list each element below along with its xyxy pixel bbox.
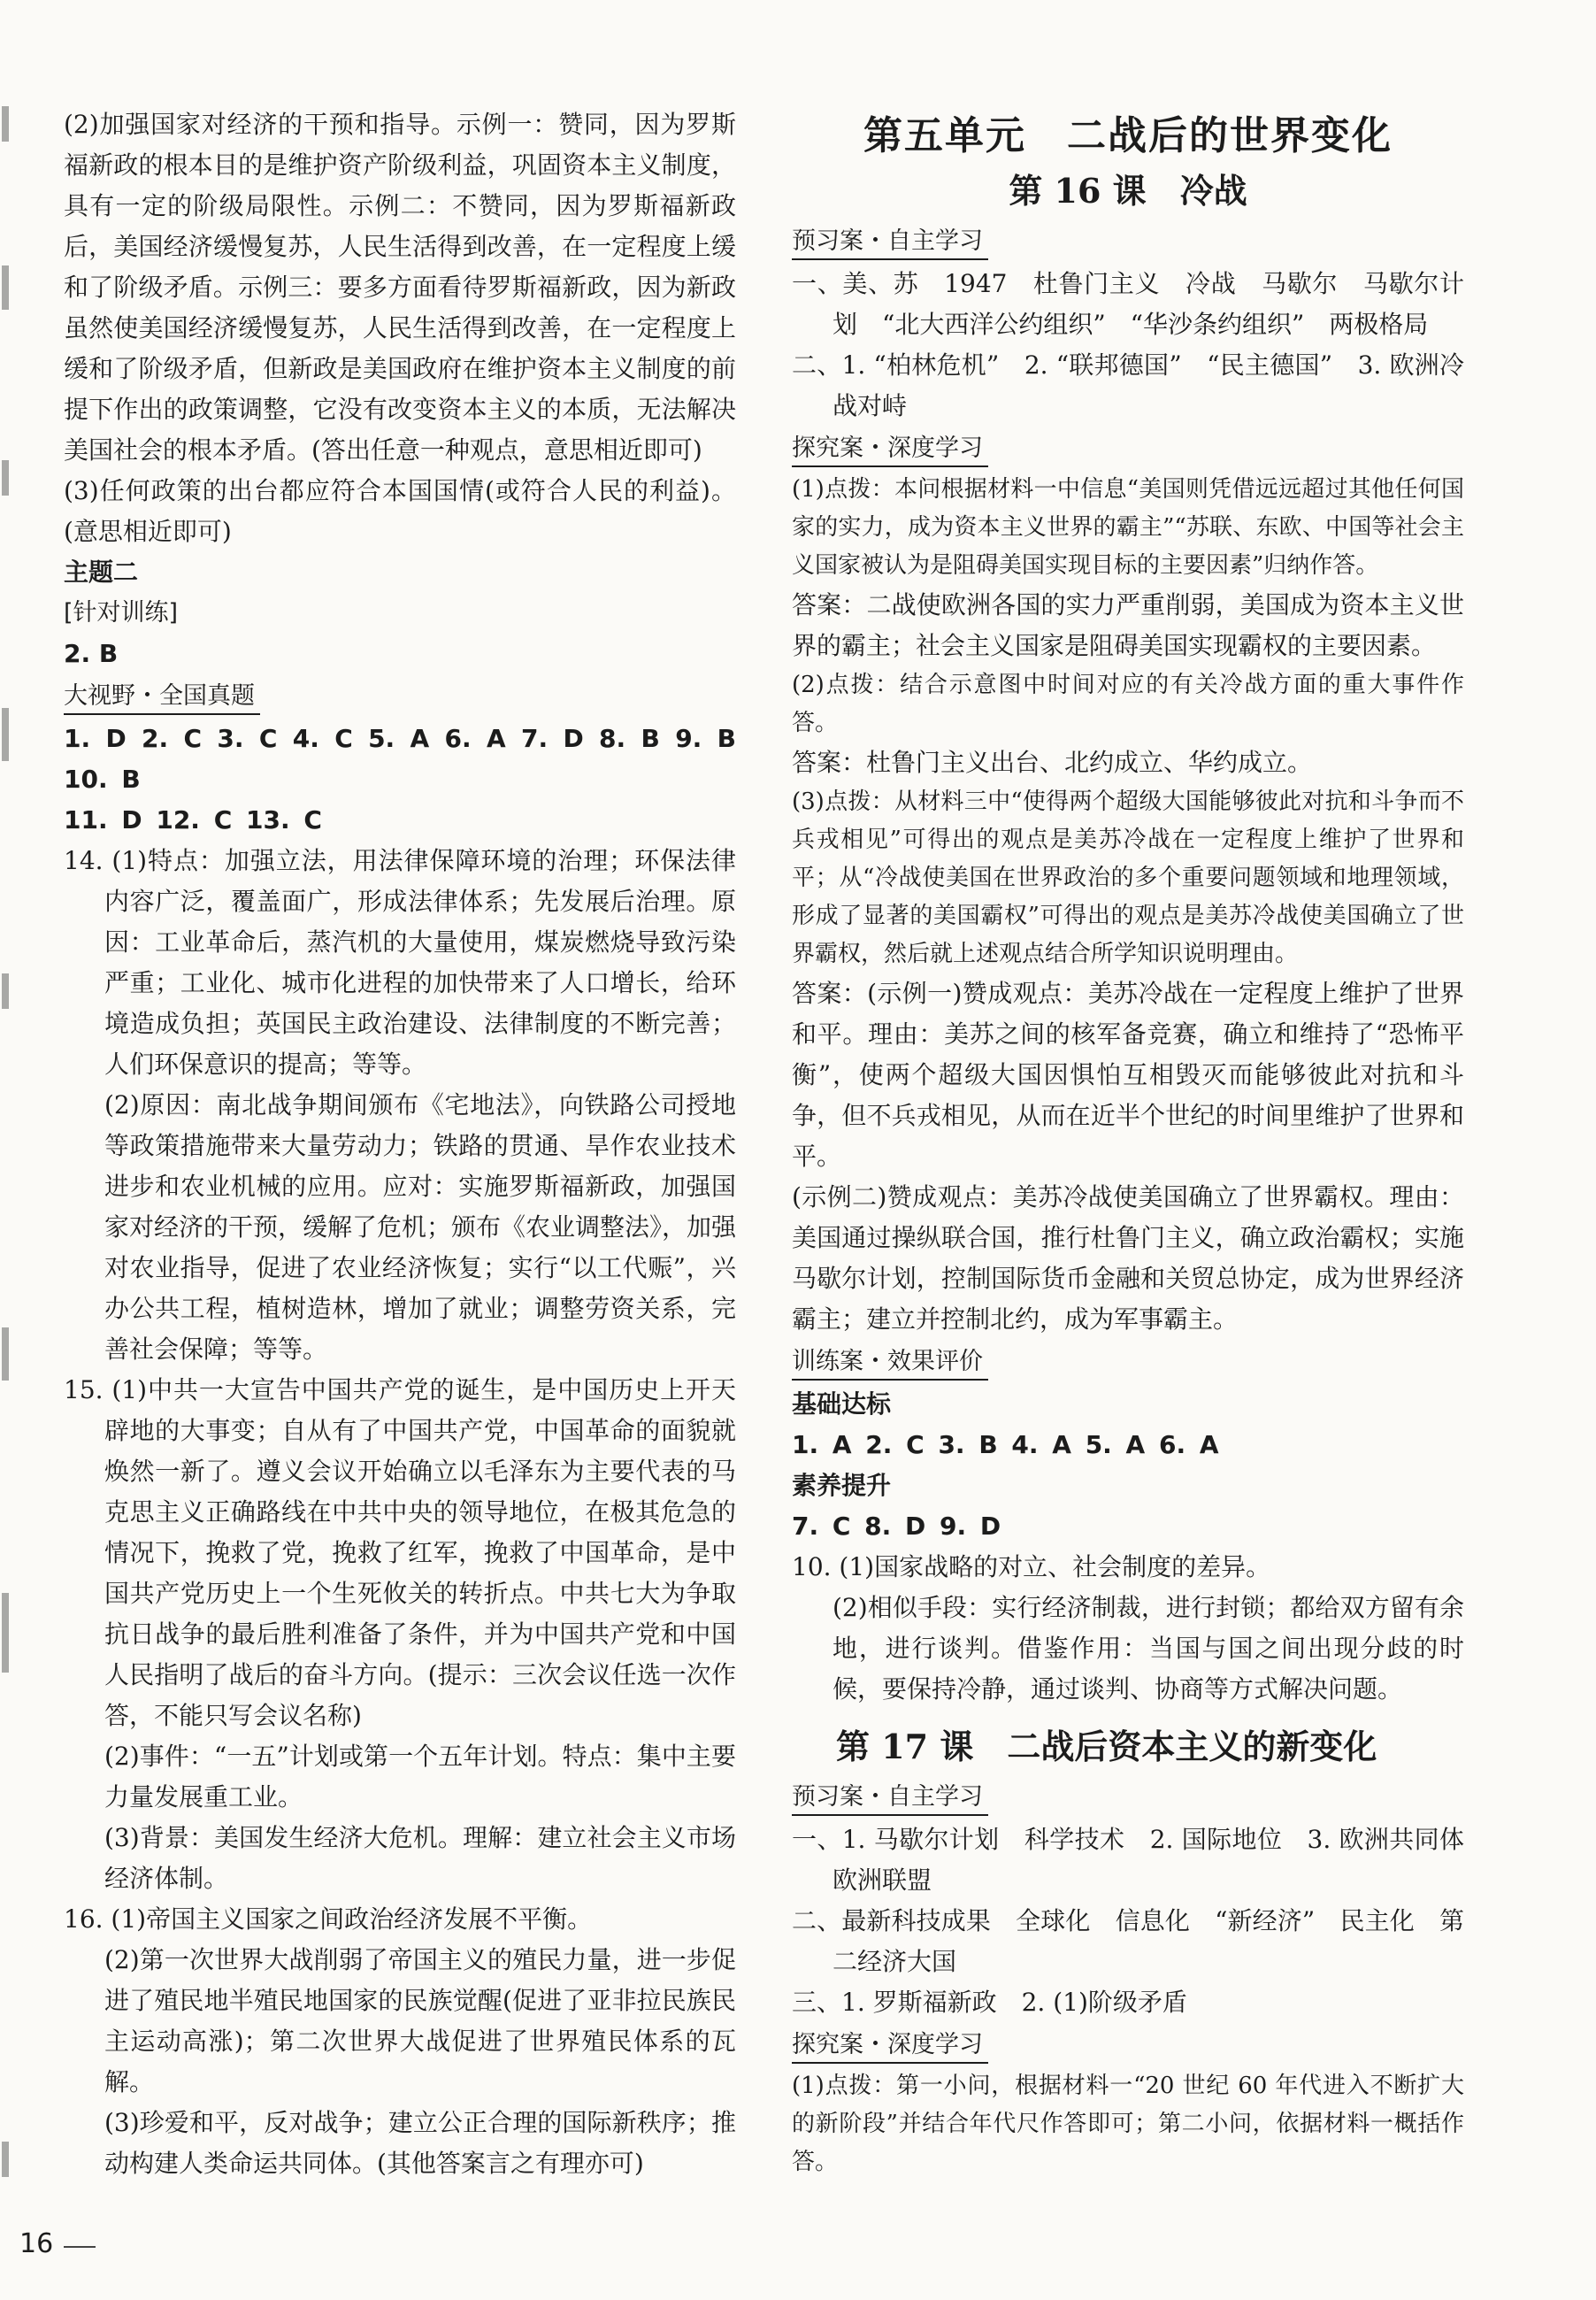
question-16-part-1: 16. (1)帝国主义国家之间政治经济发展不平衡。 xyxy=(64,1904,593,1934)
lesson-17-title: 第 17 课 二战后资本主义的新变化 xyxy=(836,1727,1377,1766)
question-14-part-2: (2)原因：南北战争期间颁布《宅地法》，向铁路公司授地等政策措施带来大量劳动力；铁路的贯通、旱作农业技术进步和农业机械的应用。应对：实施罗斯福新政，加强国家对经济的干预，缓解了危机；颁布《农业调整法》，加强对农业指导，促进了农业经济恢复；实行“以工代赈”，兴办公共工程，植树造林，增加了就业；调整劳资关系，完善社会保障；等等。 xyxy=(104,1090,737,1364)
question-10-part-1: 10. (1)国家战略的对立、社会制度的差异。 xyxy=(792,1552,1271,1581)
right-column xyxy=(792,108,1490,2181)
lesson-16-preview-1: 一、美、苏 1947 杜鲁门主义 冷战 马歇尔 马歇尔计划 “北大西洋公约组织” “华沙条约组织” 两极格局 xyxy=(792,269,1464,339)
page-edge-binding xyxy=(0,0,12,2300)
lesson-16-explore-1-hint: (1)点拨：本问根据材料一中信息“美国则凭借远远超过其他任何国家的实力，成为资本主义世界的霸主”“苏联、东欧、中国等社会主义国家被认为是阻碍美国实现目标的主要因素”归纳作答。 xyxy=(792,476,1464,579)
lesson-16-explore-3-answer-2: (示例二)赞成观点：美苏冷战使美国确立了世界霸权。理由：美国通过操纵联合国，推行杜鲁门主义，确立政治霸权；实施马歇尔计划，控制国际货币金融和关贸总协定，成为世界经济霸主；建立并控制北约，成为军事霸主。 xyxy=(792,1182,1464,1334)
section-explore: 探究案・深度学习 xyxy=(792,432,988,467)
basic-answers: 1. A 2. C 3. B 4. A 5. A 6. A xyxy=(792,1430,1219,1459)
question-10-part-2: (2)相似手段：实行经济制裁，进行封锁；都给双方留有余地，进行谈判。借鉴作用：当国与国之间出现分歧的时候，要保持冷静，通过谈判、协商等方式解决问题。 xyxy=(833,1593,1464,1704)
lesson-17-preview-1: 一、1. 马歇尔计划 科学技术 2. 国际地位 3. 欧洲共同体 欧洲联盟 xyxy=(792,1825,1490,1895)
lesson-17-preview-2: 二、最新科技成果 全球化 信息化 “新经济” 民主化 第二经济大国 xyxy=(792,1906,1464,1976)
question-16-part-3: (3)珍爱和平，反对战争；建立公正合理的国际新秩序；推动构建人类命运共同体。(其他答案言之有理亦可) xyxy=(104,2108,736,2178)
section-training: 训练案・效果评价 xyxy=(792,1345,988,1381)
answer-2: 2. B xyxy=(64,639,119,668)
lesson-16-explore-1-answer: 答案：二战使欧洲各国的实力严重削弱，美国成为资本主义世界的霸主；社会主义国家是阻碍美国实现霸权的主要因素。 xyxy=(792,590,1464,660)
question-15-part-2: (2)事件：“一五”计划或第一个五年计划。特点：集中主要力量发展重工业。 xyxy=(104,1742,736,1812)
left-column xyxy=(64,104,736,2184)
lesson-16-preview-2: 二、1. “柏林危机” 2. “联邦德国” “民主德国” 3. 欧洲冷战对峙 xyxy=(792,350,1464,420)
theme-heading: 主题二 xyxy=(64,558,139,587)
question-14-part-1: 14. (1)特点：加强立法，用法律保障环境的治理；环保法律内容广泛，覆盖面广，形成法律体系；先发展后治理。原因：工业革命后，蒸汽机的大量使用，煤炭燃烧导致污染严重；工业化、城市化进程的加快带来了人口增长，给环境造成负担；英国民主政治建设、法律制度的不断完善；人们环保意识的提高；等等。 xyxy=(64,846,736,1079)
lesson-17-explore-1-hint: (1)点拨：第一小问，根据材料一“20 世纪 60 年代进入不断扩大的新阶段”并结合年代尺作答即可；第二小问，依据材料一概括作答。 xyxy=(792,2073,1464,2175)
page-number: 16 xyxy=(19,2228,54,2259)
improve-heading: 素养提升 xyxy=(792,1471,892,1500)
answers-row-1: 1. D 2. C 3. C 4. C 5. A 6. A 7. D 8. B 9. B 10. B xyxy=(64,724,736,794)
unit-title: 第五单元 二战后的世界变化 xyxy=(863,113,1393,158)
section-heading-national: 大视野・全国真题 xyxy=(64,680,260,715)
lesson-16-explore-3-answer-1: 答案：(示例一)赞成观点：美苏冷战在一定程度上维护了世界和平。理由：美苏之间的核军备竞赛，确立和维持了“恐怖平衡”，使两个超级大国因惧怕互相毁灭而能够彼此对抗和斗争，但不兵戎相见，从而在近半个世纪的时间里维护了世界和平。 xyxy=(792,979,1464,1171)
lesson-16-explore-2-hint: (2)点拨：结合示意图中时间对应的有关冷战方面的重大事件作答。 xyxy=(792,672,1464,736)
lesson-16-explore-2-answer: 答案：杜鲁门主义出台、北约成立、华约成立。 xyxy=(792,748,1313,777)
answers-row-2: 11. D 12. C 13. C xyxy=(64,805,322,835)
answer-paragraph-2: (2)加强国家对经济的干预和指导。示例一：赞同，因为罗斯福新政的根本目的是维护资产阶级利益，巩固资本主义制度，具有一定的阶级局限性。示例二：不赞同，因为罗斯福新政后，美国经济缓慢复苏，人民生活得到改善，在一定程度上缓和了阶级矛盾。示例三：要多方面看待罗斯福新政，因为新政虽然使美国经济缓慢复苏，人民生活得到改善，在一定程度上缓和了阶级矛盾，但新政是美国政府在维护资本主义制度的前提下作出的政策调整，它没有改变资本主义的本质，无法解决美国社会的根本矛盾。(答出任意一种观点，意思相近即可) xyxy=(64,110,736,465)
question-16-part-2: (2)第一次世界大战削弱了帝国主义的殖民力量，进一步促进了殖民地半殖民地国家的民族觉醒(促进了亚非拉民族民主运动高涨)；第二次世界大战促进了世界殖民体系的瓦解。 xyxy=(104,1945,736,2096)
lesson-17-preview-3: 三、1. 罗斯福新政 2. (1)阶级矛盾 xyxy=(792,1988,1187,2017)
question-15-part-1: 15. (1)中共一大宣告中国共产党的诞生，是中国历史上开天辟地的大事变；自从有了中国共产党，中国革命的面貌就焕然一新了。遵义会议开始确立以毛泽东为主要代表的马克思主义正确路线在中共中央的领导地位，在极其危急的情况下，挽救了党，挽救了红军，挽救了中国革命，是中国共产党历史上一个生死攸关的转折点。中共七大为争取抗日战争的最后胜利准备了条件，并为中国共产党和中国人民指明了战后的奋斗方向。(提示：三次会议任选一次作答，不能只写会议名称) xyxy=(64,1375,736,1730)
section-explore-17: 探究案・深度学习 xyxy=(792,2028,988,2064)
basic-heading: 基础达标 xyxy=(792,1389,892,1419)
lesson-16-title: 第 16 课 冷战 xyxy=(1009,171,1247,211)
lesson-16-explore-3-hint: (3)点拨：从材料三中“使得两个超级大国能够彼此对抗和斗争而不兵戎相见”可得出的观点是美苏冷战在一定程度上维护了世界和平；从“冷战使美国在世界政治的多个重要问题领域和地理领域，形成了显著的美国霸权”可得出的观点是美苏冷战使美国确立了世界霸权，然后就上述观点结合所学知识说明理由。 xyxy=(792,788,1464,967)
section-preview-17: 预习案・自主学习 xyxy=(792,1781,988,1816)
answer-paragraph-3: (3)任何政策的出台都应符合本国国情(或符合人民的利益)。(意思相近即可) xyxy=(64,476,736,546)
training-label: [针对训练] xyxy=(64,599,179,627)
question-15-part-3: (3)背景：美国发生经济大危机。理解：建立社会主义市场经济体制。 xyxy=(104,1823,736,1893)
section-preview: 预习案・自主学习 xyxy=(792,225,988,260)
improve-answers: 7. C 8. D 9. D xyxy=(792,1512,1001,1541)
page-number-rule xyxy=(64,2246,96,2248)
